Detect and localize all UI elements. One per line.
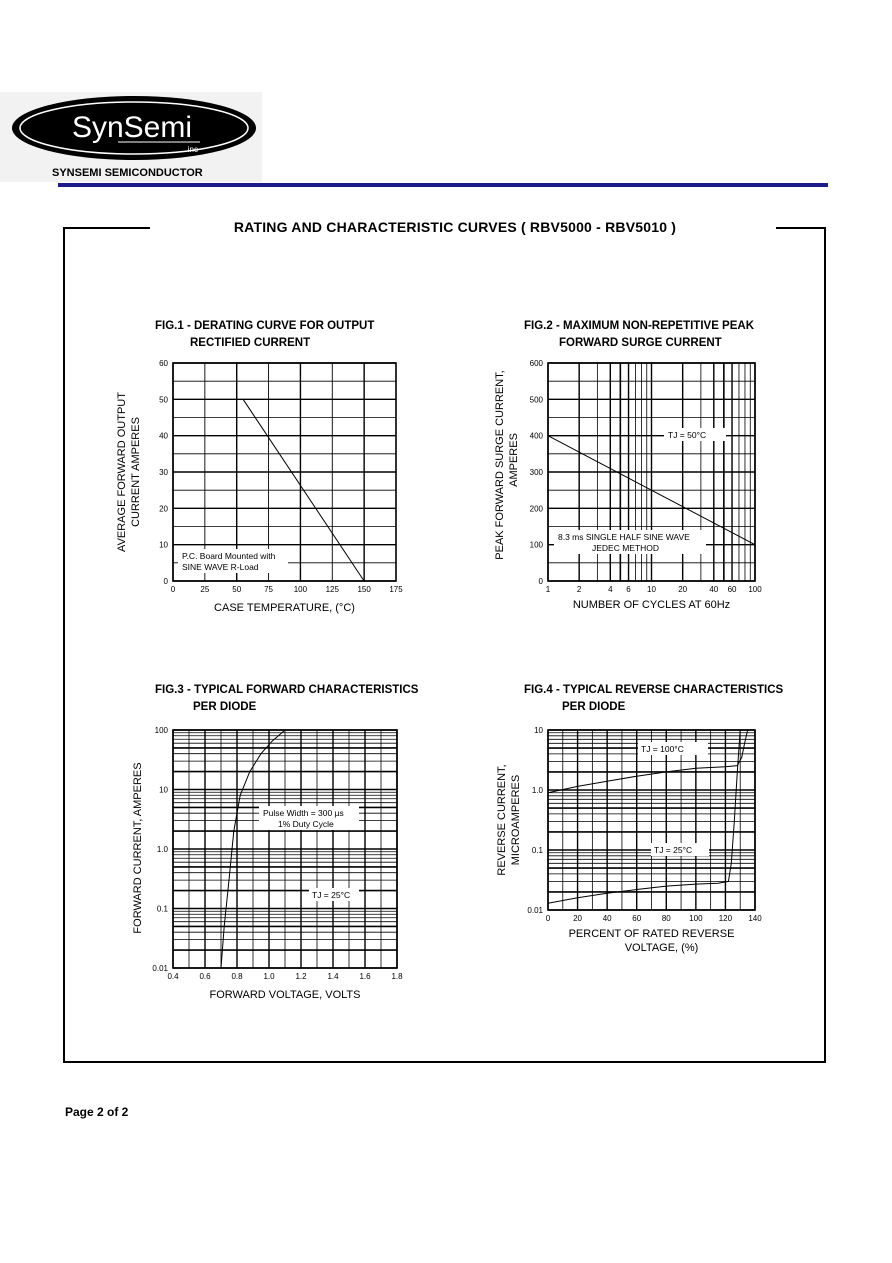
fig2-x-axis-label: NUMBER OF CYCLES AT 60Hz (572, 599, 731, 611)
logo-subtext: inc (187, 145, 198, 154)
fig4-series-line-2 (548, 730, 740, 903)
page-number: Page 2 of 2 (65, 1105, 129, 1119)
fig2-x-tick-label: 2 (576, 585, 582, 594)
fig1-y-axis-label-line2: CURRENT AMPERES (130, 417, 142, 527)
fig1-y-tick-label: 10 (159, 540, 168, 550)
fig3-y-tick-label: 100 (154, 726, 168, 735)
fig2-y-tick-label: 0 (538, 577, 543, 586)
fig3-title-line1: FIG.3 - TYPICAL FORWARD CHARACTERISTICS (155, 684, 419, 696)
fig4-x-tick-label: 100 (689, 914, 703, 923)
fig1-x-axis-label: CASE TEMPERATURE, (°C) (214, 602, 355, 614)
fig3-x-tick-label: 1.0 (263, 972, 275, 981)
logo-text: SynSemi (71, 111, 193, 144)
fig1-x-tick-label: 25 (200, 585, 210, 594)
fig1-annotation-line1: P.C. Board Mounted with (182, 551, 276, 561)
fig3-y-axis-label: FORWARD CURRENT, AMPERES (132, 762, 144, 934)
fig1-x-tick-label: 125 (325, 585, 339, 594)
fig2-annotation-line2: JEDEC METHOD (592, 543, 660, 553)
fig1-x-tick-label: 0 (170, 585, 176, 594)
fig2-y-tick-label: 500 (529, 395, 543, 405)
fig4-x-tick-label: 120 (718, 914, 733, 923)
company-name: SYNSEMI SEMICONDUCTOR (52, 167, 203, 179)
fig4-x-axis-label-line1: PERCENT OF RATED REVERSE (568, 928, 735, 940)
fig4-y-tick-label: 10 (534, 726, 543, 735)
fig3-title-line2: PER DIODE (193, 701, 257, 713)
fig3-x-tick-label: 1.2 (295, 972, 307, 981)
fig2-x-tick-label: 20 (678, 585, 688, 594)
fig2-y-tick-label: 300 (529, 468, 543, 477)
fig1-y-tick-label: 40 (159, 431, 168, 441)
fig4-x-tick-label: 140 (748, 914, 762, 923)
fig4-title-line2: PER DIODE (562, 701, 626, 713)
fig4-y-tick-label: 0.01 (527, 906, 543, 915)
fig1-title-line1: FIG.1 - DERATING CURVE FOR OUTPUT (155, 320, 375, 332)
fig2-y-axis-label-line1: PEAK FORWARD SURGE CURRENT, (494, 370, 506, 560)
fig1-y-axis-label-line1: AVERAGE FORWARD OUTPUT (116, 392, 128, 552)
fig2-y-tick-label: 200 (529, 504, 543, 514)
fig4-y-axis-label-line1: REVERSE CURRENT, (496, 764, 508, 876)
fig1-x-tick-label: 75 (264, 585, 274, 594)
fig4-series1-label: TJ = 100°C (641, 744, 684, 754)
fig3-annotation-line2: 1% Duty Cycle (278, 819, 334, 829)
fig1-annotation-line2: SINE WAVE R-Load (182, 562, 259, 572)
fig2-x-tick-label: 6 (626, 585, 631, 594)
fig2-x-tick-label: 4 (608, 585, 613, 594)
fig1-x-tick-label: 50 (232, 585, 242, 594)
fig2-tj-label: TJ = 50°C (668, 430, 707, 440)
fig4-x-tick-label: 40 (602, 914, 612, 923)
fig4-y-axis-label-line2: MICROAMPERES (510, 774, 522, 866)
fig4-x-tick-label: 0 (545, 914, 551, 923)
fig4-y-tick-label: 1.0 (531, 786, 543, 795)
fig3-x-tick-label: 1.6 (359, 972, 371, 981)
fig3-y-tick-label: 10 (159, 785, 168, 795)
fig4-series2-label: TJ = 25°C (654, 845, 693, 855)
fig2-x-tick-label: 40 (709, 585, 719, 594)
fig3-x-tick-label: 0.4 (167, 972, 179, 981)
fig1-y-tick-label: 30 (159, 468, 168, 477)
fig2-y-tick-label: 100 (529, 540, 543, 550)
page-title: RATING AND CHARACTERISTIC CURVES ( RBV5000 - RBV5010 ) (233, 219, 677, 235)
fig2-y-tick-label: 600 (529, 359, 543, 368)
fig3-y-tick-label: 1.0 (156, 845, 168, 854)
fig1-y-tick-label: 60 (159, 359, 168, 368)
fig2-x-tick-label: 100 (748, 585, 762, 594)
fig1-x-tick-label: 175 (389, 585, 403, 594)
fig3-x-axis-label: FORWARD VOLTAGE, VOLTS (209, 989, 361, 1001)
fig4-x-tick-label: 60 (632, 914, 642, 923)
fig3-x-tick-label: 1.8 (391, 972, 403, 981)
fig3-annotation-line1: Pulse Width = 300 µs (263, 808, 344, 818)
fig2-annotation-line1: 8.3 ms SINGLE HALF SINE WAVE (558, 532, 690, 542)
fig2-x-tick-label: 10 (647, 585, 656, 594)
fig2-y-tick-label: 400 (529, 431, 543, 441)
fig3-x-tick-label: 0.8 (231, 972, 243, 981)
fig1-y-tick-label: 50 (159, 395, 168, 405)
fig4-title-line1: FIG.4 - TYPICAL REVERSE CHARACTERISTICS (524, 684, 784, 696)
fig4-y-tick-label: 0.1 (531, 846, 543, 855)
fig3-y-tick-label: 0.1 (156, 904, 168, 914)
fig3-x-tick-label: 1.4 (327, 972, 339, 981)
fig4-x-tick-label: 80 (661, 914, 671, 923)
fig3-x-tick-label: 0.6 (199, 972, 211, 981)
fig4-x-axis-label-line2: VOLTAGE, (%) (624, 942, 699, 954)
fig1-x-tick-label: 150 (357, 585, 371, 594)
fig2-x-tick-label: 60 (727, 585, 737, 594)
fig3-tj-label: TJ = 25°C (312, 890, 351, 900)
fig2-title-line1: FIG.2 - MAXIMUM NON-REPETITIVE PEAK (524, 320, 755, 332)
fig4-x-tick-label: 20 (573, 914, 583, 923)
fig2-title-line2: FORWARD SURGE CURRENT (559, 337, 722, 349)
fig1-y-tick-label: 0 (163, 577, 168, 586)
fig3-y-tick-label: 0.01 (152, 964, 168, 973)
fig1-title-line2: RECTIFIED CURRENT (190, 337, 311, 349)
fig1-y-tick-label: 20 (159, 504, 168, 514)
fig2-y-axis-label-line2: AMPERES (508, 433, 520, 487)
fig1-x-tick-label: 100 (293, 585, 308, 594)
fig2-x-tick-label: 1 (545, 585, 551, 594)
